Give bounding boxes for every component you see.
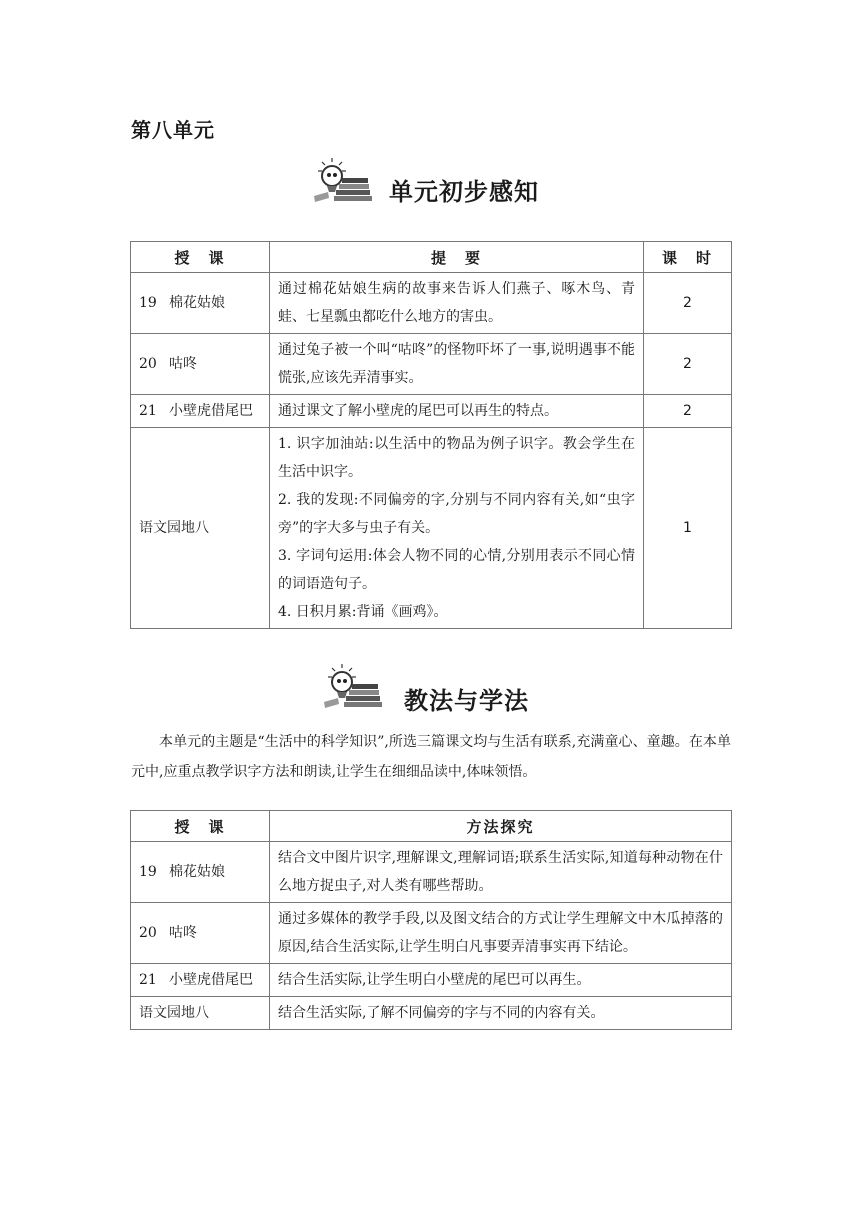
table-header-row xyxy=(131,811,732,842)
lesson-cell xyxy=(131,428,270,629)
method-cell: 结合文中图片识字,理解课文,理解词语;联系生活实际,知道每种动物在什么地方捉虫子,对人类有哪些帮助。 xyxy=(270,842,732,903)
summary-cell xyxy=(270,428,644,629)
table-row xyxy=(131,842,732,903)
section-header-methods xyxy=(0,660,860,720)
lesson-number: 21 xyxy=(139,972,157,988)
lesson-name: 小壁虎借尾巴 xyxy=(169,972,253,988)
section-heading: 教法与学法 xyxy=(404,687,529,715)
lesson-name: 语文园地八 xyxy=(139,520,209,536)
lesson-number: 20 xyxy=(139,925,157,941)
method-cell: 结合生活实际,了解不同偏旁的字与不同的内容有关。 xyxy=(270,997,732,1030)
method-cell: 结合生活实际,让学生明白小壁虎的尾巴可以再生。 xyxy=(270,964,732,997)
hours-cell: 2 xyxy=(644,273,732,334)
summary-cell: 通过兔子被一个叫“咕咚”的怪物吓坏了一事,说明遇事不能慌张,应该先弄清事实。 xyxy=(270,334,644,395)
table-row xyxy=(131,997,732,1030)
table-row xyxy=(131,964,732,997)
hours-cell: 1 xyxy=(644,428,732,629)
hours-cell: 2 xyxy=(644,334,732,395)
lesson-number: 21 xyxy=(139,403,157,419)
lesson-name: 咕咚 xyxy=(169,925,197,941)
column-header: 课 时 xyxy=(644,242,732,273)
table-row xyxy=(131,903,732,964)
lesson-summary-table xyxy=(130,241,732,629)
column-header: 授 课 xyxy=(131,242,270,273)
lesson-cell xyxy=(131,395,270,428)
list-item: 3. 字词句运用:体会人物不同的心情,分别用表示不同心情的词语造句子。 xyxy=(278,548,635,592)
unit-title: 第八单元 xyxy=(131,118,215,142)
lightbulb-books-icon xyxy=(312,156,374,206)
column-header: 方法探究 xyxy=(270,811,732,842)
table-row xyxy=(131,395,732,428)
column-header: 授 课 xyxy=(131,811,270,842)
table-header-row xyxy=(131,242,732,273)
table-row xyxy=(131,273,732,334)
table-row xyxy=(131,428,732,629)
lesson-cell xyxy=(131,842,270,903)
lesson-name: 小壁虎借尾巴 xyxy=(169,403,253,419)
lesson-number: 20 xyxy=(139,356,157,372)
lesson-cell xyxy=(131,964,270,997)
lesson-name: 棉花姑娘 xyxy=(169,864,225,880)
lightbulb-books-icon xyxy=(322,662,384,712)
section-heading: 单元初步感知 xyxy=(389,178,539,206)
method-cell: 通过多媒体的教学手段,以及图文结合的方式让学生理解文中木瓜掉落的原因,结合生活实际,让学生明白凡事要弄清事实再下结论。 xyxy=(270,903,732,964)
teaching-method-table xyxy=(130,810,732,1030)
intro-paragraph: 本单元的主题是“生活中的科学知识”,所选三篇课文均与生活有联系,充满童心、童趣。在本单元中,应重点教学识字方法和朗读,让学生在细细品读中,体味领悟。 xyxy=(131,734,731,780)
list-item: 2. 我的发现:不同偏旁的字,分别与不同内容有关,如“虫字旁”的字大多与虫子有关。 xyxy=(278,492,635,536)
lesson-name: 棉花姑娘 xyxy=(169,295,225,311)
lesson-name: 咕咚 xyxy=(169,356,197,372)
summary-cell: 通过棉花姑娘生病的故事来告诉人们燕子、啄木鸟、青蛙、七星瓢虫都吃什么地方的害虫。 xyxy=(270,273,644,334)
column-header: 提 要 xyxy=(270,242,644,273)
lesson-cell xyxy=(131,997,270,1030)
list-item: 4. 日积月累:背诵《画鸡》。 xyxy=(278,604,448,620)
lesson-cell xyxy=(131,334,270,395)
lesson-name: 语文园地八 xyxy=(139,1005,209,1021)
section-header-perception xyxy=(0,154,860,214)
list-item: 1. 识字加油站:以生活中的物品为例子识字。教会学生在生活中识字。 xyxy=(278,436,635,480)
lesson-cell xyxy=(131,273,270,334)
lesson-number: 19 xyxy=(139,295,157,311)
lesson-number: 19 xyxy=(139,864,157,880)
lesson-cell xyxy=(131,903,270,964)
table-row xyxy=(131,334,732,395)
summary-cell: 通过课文了解小壁虎的尾巴可以再生的特点。 xyxy=(270,395,644,428)
hours-cell: 2 xyxy=(644,395,732,428)
